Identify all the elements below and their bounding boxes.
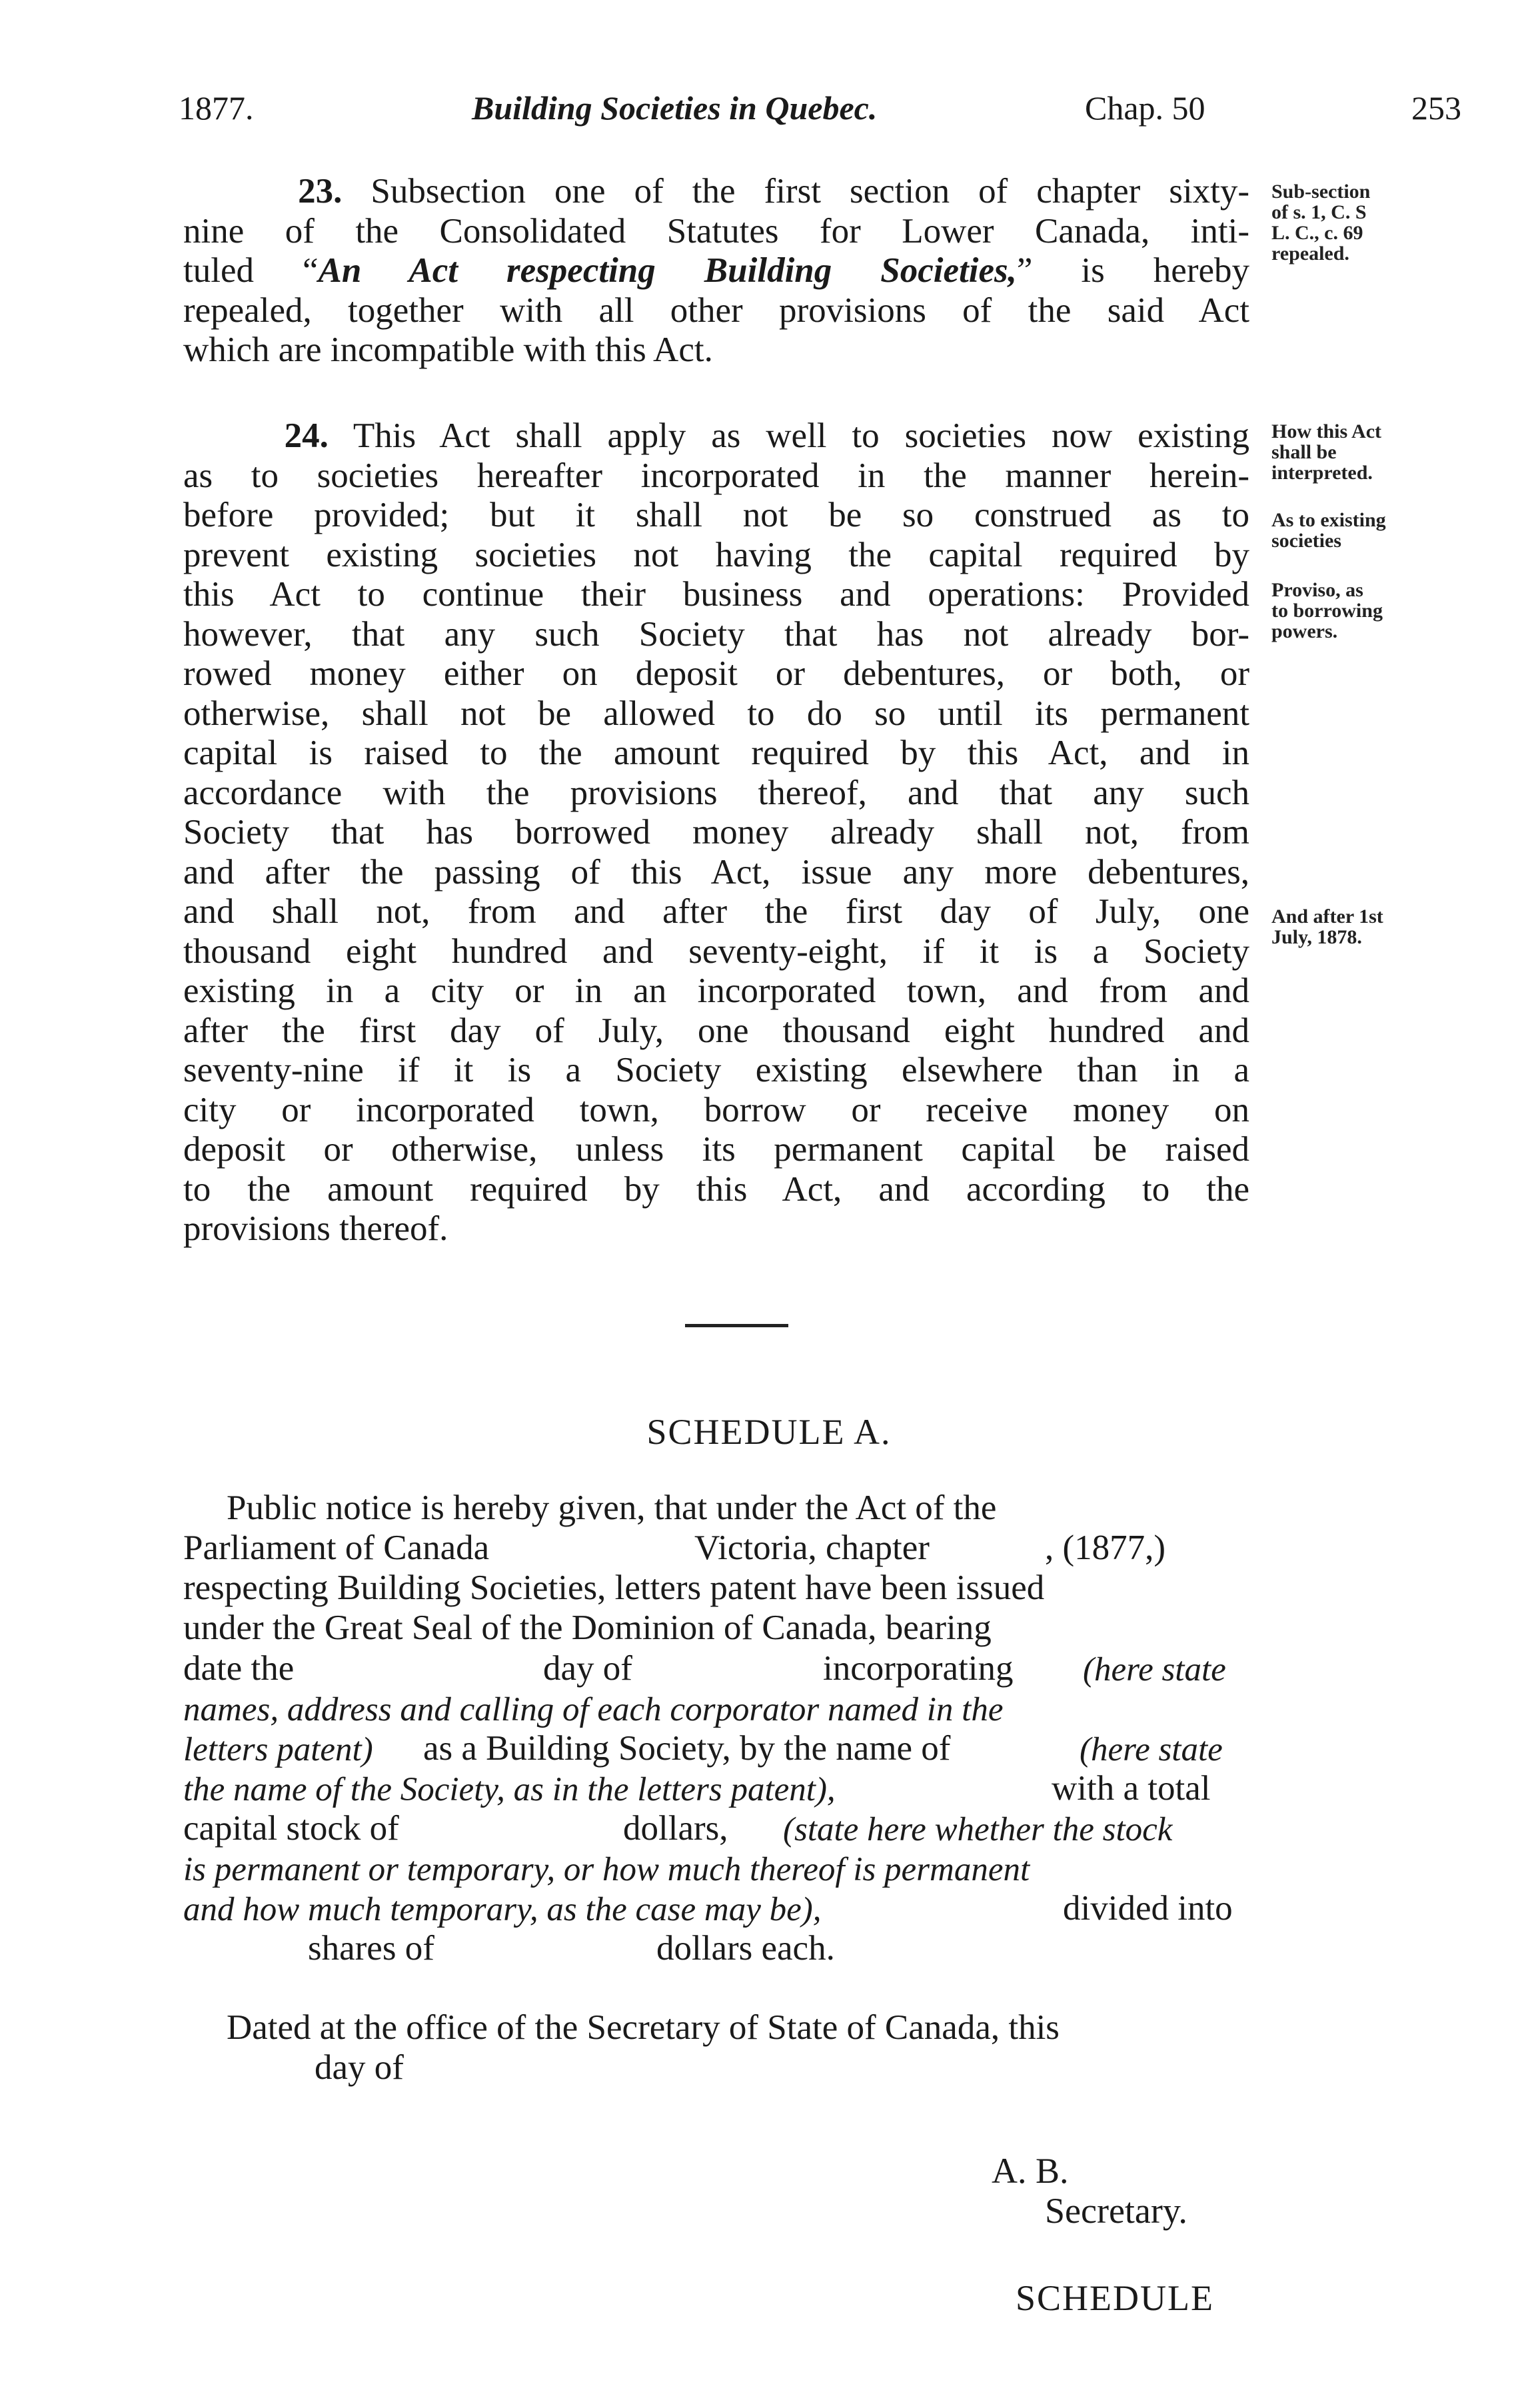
section-23-line — [183, 251, 1249, 291]
schedule-line: with a total — [1052, 1769, 1211, 1808]
schedule-line: incorporating — [823, 1649, 1014, 1688]
section-24-line: otherwise, shall not be allowed to do so until its permanent — [183, 694, 1249, 733]
schedule-instruction: (here state — [1080, 1731, 1223, 1768]
schedule-instruction: letters patent) — [183, 1731, 373, 1768]
section-23-number: 23. — [298, 172, 343, 211]
signatory-name: A. B. — [992, 2151, 1069, 2191]
schedule-instruction: is permanent or temporary, or how much thereof is permanent — [183, 1851, 1030, 1888]
schedule-line: date the — [183, 1649, 295, 1688]
section-23 — [183, 172, 1249, 370]
schedule-title: SCHEDULE A. — [646, 1412, 892, 1452]
section-24 — [183, 416, 1249, 1249]
section-divider — [685, 1324, 788, 1327]
schedule-line: Victoria, chapter — [694, 1528, 930, 1567]
section-24-line: and after the passing of this Act, issue any more debentures, — [183, 852, 1249, 892]
margin-note-subsection-repealed — [1271, 181, 1471, 264]
margin-note-line: Sub-section — [1271, 181, 1371, 203]
section-24-line: existing in a city or in an incorporated town, and from and — [183, 971, 1249, 1010]
header-year: 1877. — [179, 89, 254, 127]
margin-note-line: L. C., c. 69 — [1271, 222, 1363, 244]
signatory-title: Secretary. — [1045, 2191, 1187, 2231]
margin-note-line: powers. — [1271, 620, 1338, 642]
section-24-line: after the first day of July, one thousand eight hundred and — [183, 1011, 1249, 1050]
section-24-line: provisions thereof. — [183, 1209, 448, 1248]
section-24-line: this Act to continue their business and operations: Provided — [183, 575, 1249, 614]
section-23-text: ” is hereby — [1016, 251, 1249, 290]
margin-note-line: July, 1878. — [1271, 926, 1362, 948]
schedule-line: Parliament of Canada — [183, 1528, 490, 1567]
section-24-line: as to societies hereafter incorporated in the manner herein- — [183, 456, 1249, 495]
schedule-line: respecting Building Societies, letters patent have been issued — [183, 1568, 1045, 1607]
margin-note-line: interpreted. — [1271, 462, 1373, 484]
schedule-dated-line: day of — [315, 2048, 404, 2087]
margin-note-proviso — [1271, 580, 1471, 642]
schedule-line: day of — [543, 1649, 632, 1688]
section-24-line: thousand eight hundred and seventy-eight, if it is a Society — [183, 931, 1249, 971]
margin-note-line: repealed. — [1271, 243, 1349, 265]
schedule-line: Public notice is hereby given, that under the Act of the — [227, 1489, 997, 1527]
section-24-line: capital is raised to the amount required by this Act, and in — [183, 734, 1249, 772]
section-24-line: however, that any such Society that has not already bor- — [183, 614, 1249, 654]
section-24-line: Society that has borrowed money already shall not, from — [183, 813, 1249, 852]
margin-note-line: shall be — [1271, 441, 1337, 463]
section-24-line: accordance with the provisions thereof, and that any such — [183, 773, 1249, 812]
margin-note-line: of s. 1, C. S — [1271, 201, 1367, 223]
margin-note-existing-societies — [1271, 510, 1471, 551]
schedule-instruction: the name of the Society, as in the letters patent), — [183, 1771, 836, 1808]
schedule-line: dollars each. — [656, 1929, 835, 1968]
section-24-line: deposit or otherwise, unless its permanent capital be raised — [183, 1130, 1249, 1169]
section-24-line: city or incorporated town, borrow or receive money on — [183, 1090, 1249, 1129]
schedule-instruction: names, address and calling of each corporator named in the — [183, 1691, 1004, 1728]
margin-note-line: Proviso, as — [1271, 579, 1363, 601]
section-24-line: to the amount required by this Act, and according to the — [183, 1169, 1249, 1209]
schedule-line: dollars, — [623, 1809, 728, 1848]
section-24-line: and shall not, from and after the first day of July, one — [183, 892, 1249, 931]
section-24-number: 24. — [284, 416, 329, 455]
margin-note-line: As to existing — [1271, 509, 1386, 531]
schedule-line: as a Building Society, by the name of — [423, 1729, 951, 1768]
section-23-line — [183, 172, 1249, 212]
schedule-line: , (1877,) — [1045, 1528, 1166, 1567]
margin-note-line: And after 1st — [1271, 905, 1383, 927]
section-23-text: tuled “ — [183, 251, 319, 290]
catchword: SCHEDULE — [1016, 2278, 1214, 2318]
margin-note-interpretation — [1271, 421, 1471, 483]
schedule-instruction: (here state — [1083, 1651, 1226, 1688]
schedule-instruction: and how much temporary, as the case may be), — [183, 1891, 822, 1928]
section-24-line — [183, 416, 1249, 456]
schedule-instruction: (state here whether the stock — [783, 1811, 1173, 1848]
act-title: An Act respecting Building Societies, — [318, 251, 1017, 290]
header-page-number: 253 — [1411, 89, 1461, 127]
margin-note-line: to borrowing — [1271, 600, 1383, 622]
header-chapter: Chap. 50 — [1085, 89, 1205, 127]
schedule-line: divided into — [1063, 1889, 1233, 1928]
schedule-line: capital stock of — [183, 1809, 399, 1848]
schedule-line: shares of — [308, 1929, 434, 1968]
section-23-line: which are incompatible with this Act. — [183, 330, 713, 369]
schedule-line: under the Great Seal of the Dominion of Canada, bearing — [183, 1608, 992, 1647]
schedule-dated-line: Dated at the office of the Secretary of State of Canada, this — [227, 2008, 1060, 2047]
header-title: Building Societies in Quebec. — [472, 89, 878, 127]
section-24-line: before provided; but it shall not be so construed as to — [183, 496, 1249, 534]
margin-note-after-date — [1271, 906, 1471, 947]
section-24-line: seventy-nine if it is a Society existing elsewhere than in a — [183, 1051, 1249, 1089]
section-23-text: Subsection one of the first section of chapter sixty- — [371, 172, 1249, 211]
margin-note-line: societies — [1271, 530, 1341, 552]
section-24-line: rowed money either on deposit or debentures, or both, or — [183, 654, 1249, 693]
section-24-line: prevent existing societies not having the capital required by — [183, 535, 1249, 574]
section-23-line: repealed, together with all other provisions of the said Act — [183, 291, 1249, 330]
section-24-text: This Act shall apply as well to societies now existing — [353, 416, 1249, 455]
margin-note-line: How this Act — [1271, 420, 1381, 442]
section-23-line: nine of the Consolidated Statutes for Lower Canada, inti- — [183, 211, 1249, 251]
